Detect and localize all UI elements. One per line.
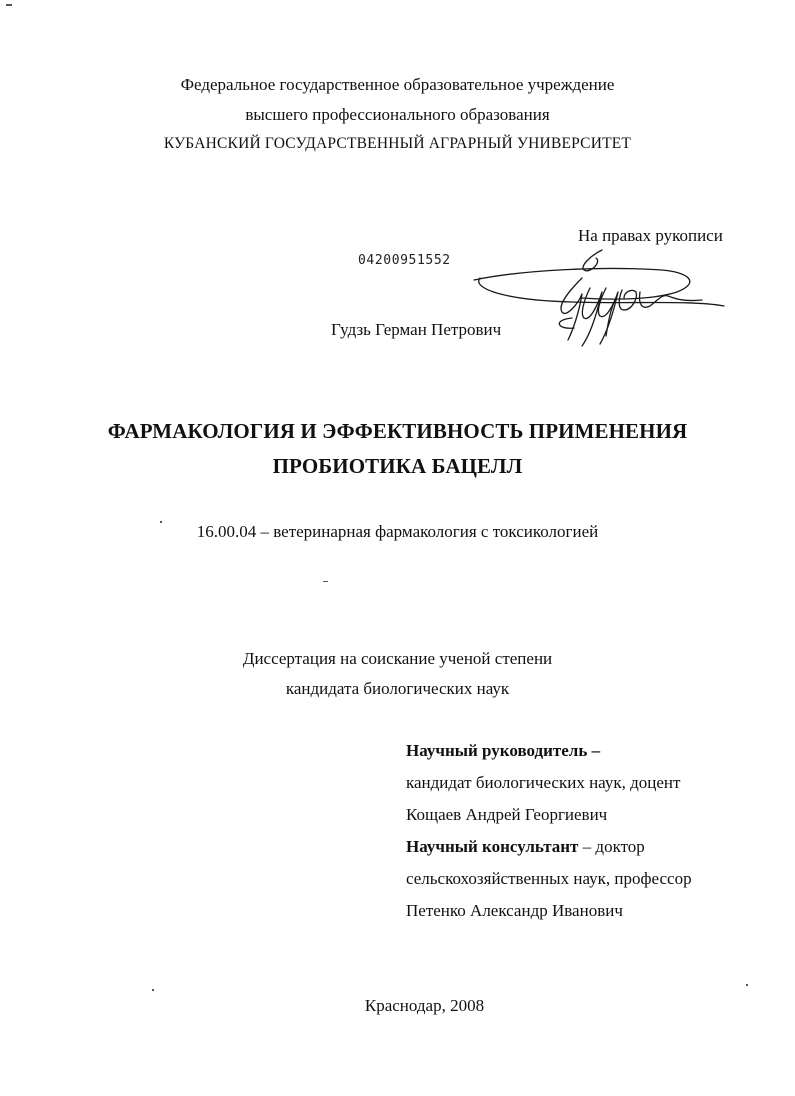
dissertation-title-line-2: ПРОБИОТИКА БАЦЕЛЛ <box>272 454 523 478</box>
scan-mark <box>746 984 748 986</box>
consultant-name: Петенко Александр Иванович <box>406 901 623 920</box>
consultant-label-suffix: – доктор <box>578 837 645 856</box>
scan-mark <box>6 4 12 6</box>
supervisor-name: Кощаев Андрей Георгиевич <box>406 805 608 824</box>
consultant-heading <box>406 837 645 857</box>
scan-mark <box>152 989 154 991</box>
author-name: Гудзь Герман Петрович <box>331 320 502 339</box>
institution-line-3: КУБАНСКИЙ ГОСУДАРСТВЕННЫЙ АГРАРНЫЙ УНИВЕРСИТЕТ <box>163 135 632 152</box>
institution-line-1: Федеральное государственное образовательное учреждение <box>180 75 615 94</box>
city-year: Краснодар, 2008 <box>364 996 485 1015</box>
specialty-code: 16.00.04 – ветеринарная фармакология с токсикологией <box>196 522 599 541</box>
degree-line-2: кандидата биологических наук <box>285 679 510 698</box>
manuscript-note: На правах рукописи <box>578 226 723 245</box>
registration-number: 04200951552 <box>358 253 451 268</box>
dissertation-title-line-1: ФАРМАКОЛОГИЯ И ЭФФЕКТИВНОСТЬ ПРИМЕНЕНИЯ <box>107 419 688 443</box>
consultant-label: Научный консультант <box>406 837 579 856</box>
supervisor-label: Научный руководитель – <box>406 741 601 760</box>
author-signature-image <box>462 248 732 350</box>
institution-line-2: высшего профессионального образования <box>245 105 550 124</box>
supervisor-title: кандидат биологических наук, доцент <box>406 773 681 792</box>
consultant-title: сельскохозяйственных наук, профессор <box>406 869 692 888</box>
scan-mark <box>323 581 328 582</box>
degree-line-1: Диссертация на соискание ученой степени <box>242 649 553 668</box>
